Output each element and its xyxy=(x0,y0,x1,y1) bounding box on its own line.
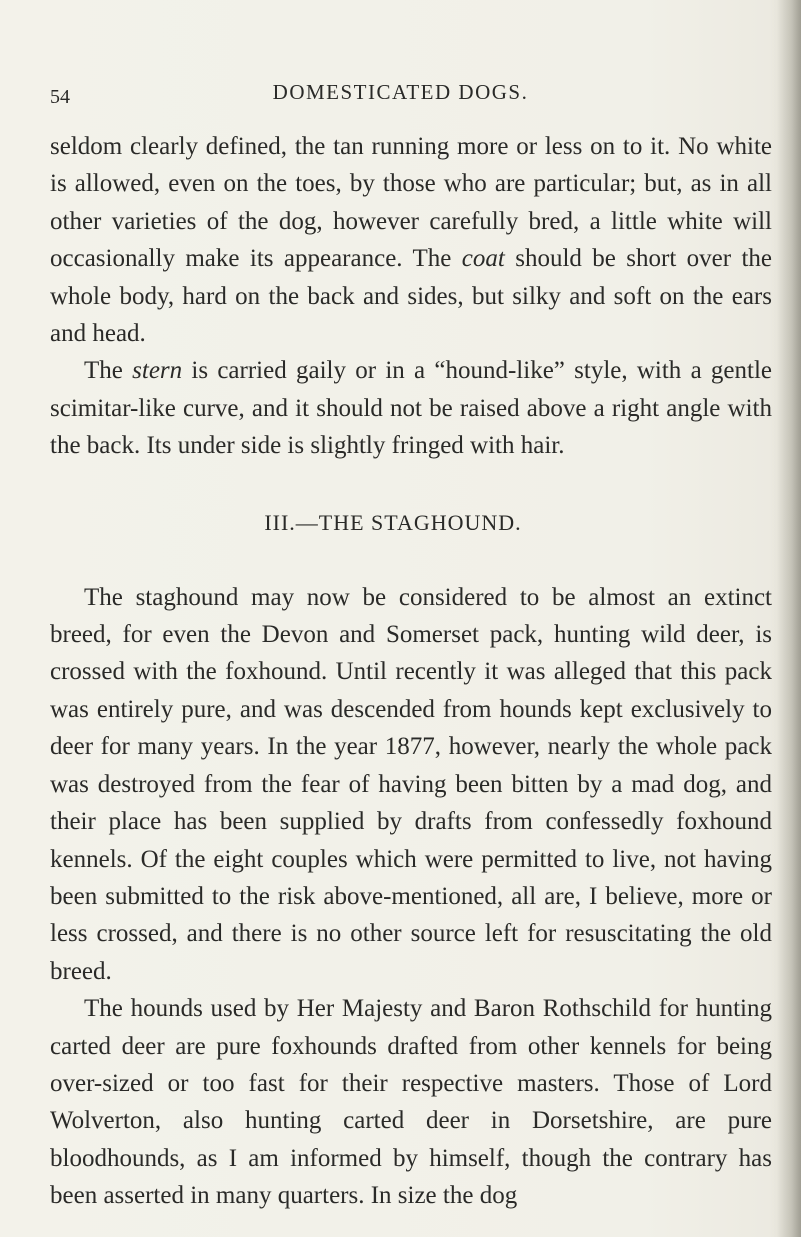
running-title: DOMESTICATED DOGS. xyxy=(272,80,529,104)
paragraph-text: should be short over the whole body, hard on the back and sides, but silky and soft on the ears and head. xyxy=(50,245,773,348)
italic-term: stern xyxy=(132,357,183,385)
italic-term: coat xyxy=(461,245,505,273)
section-heading: III.—THE STAGHOUND. xyxy=(264,509,522,535)
paragraph: The hounds used by Her Majesty and Baron Rothschild for hunting carted deer are pure foxhounds drafted from other kennels for being over-sized or too fast for their respective masters. Those of Lord Wolverton, also hunting carted deer in Dorsetshire, are pure bloodhounds, as I am informed by himself, though the contrary has been asserted in many quarters. In size the dog xyxy=(50,995,772,1210)
page-edge-shadow xyxy=(777,0,801,1237)
paragraph-text: The xyxy=(84,357,123,385)
paragraph xyxy=(50,352,772,464)
paragraph-text: is carried gaily or in a “hound-like” style, with a gentle scimitar-like curve, and it should not be raised above a right angle with the back. Its under side is slightly fringed with hair. xyxy=(50,357,773,460)
body-text xyxy=(50,128,772,1215)
paragraph-text: seldom clearly defined, the tan running more or less on to it. No white is allowed, even on the toes, by those who are particular; but, as in all other varieties of the dog, however carefully bred, a little white will occasionally make its appearance. The xyxy=(50,133,772,273)
page-number: 54 xyxy=(50,86,70,108)
paragraph: The staghound may now be considered to be almost an extinct breed, for even the Devon and Somerset pack, hunting wild deer, is crossed with the foxhound. Until recently it was alleged that this pack was entirely pure, and was descended from hounds kept exclusively to deer for many years. In the year 1877, however, nearly the whole pack was destroyed from the fear of having been bitten by a mad dog, and their place has been supplied by drafts from confessedly foxhound kennels. Of the eight couples which were permitted to live, not having been submitted to the risk above-mentioned, all are, I believe, more or less crossed, and there is no other source left for resuscitating the old breed. xyxy=(50,583,772,985)
paragraph xyxy=(50,128,772,352)
